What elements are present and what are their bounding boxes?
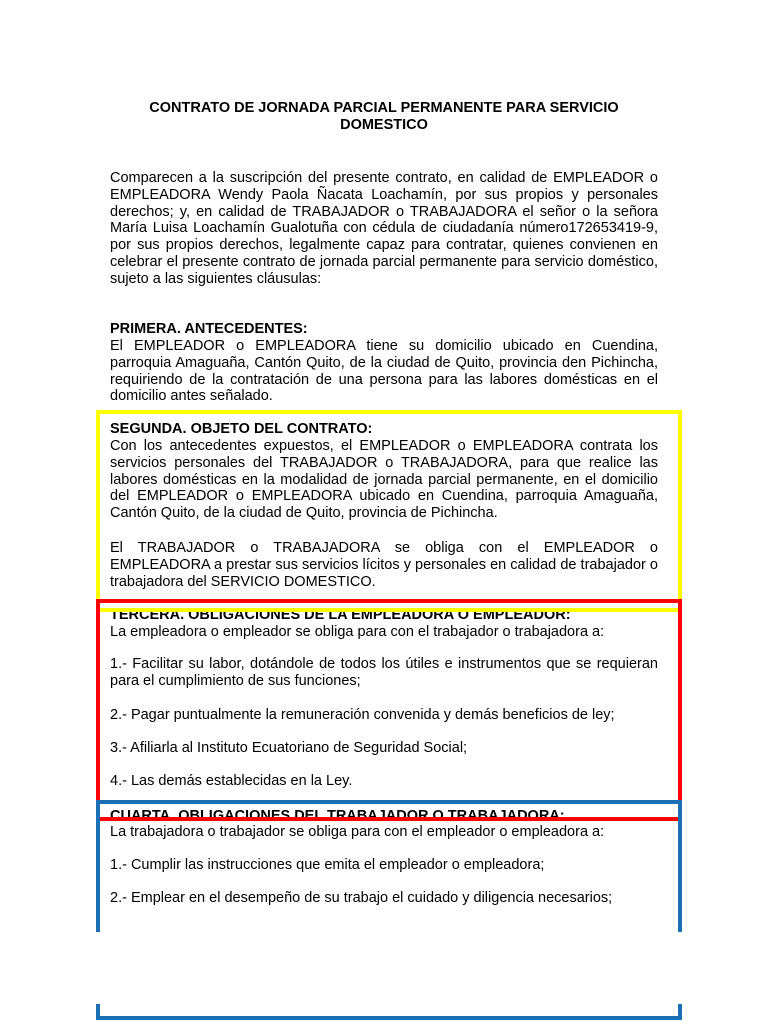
clause-segunda-heading: SEGUNDA. OBJETO DEL CONTRATO: <box>110 421 373 437</box>
contract-title: CONTRATO DE JORNADA PARCIAL PERMANENTE PARA SERVICIO DOMESTICO <box>149 100 619 133</box>
clause-tercera-item: 3.- Afiliarla al Instituto Ecuatoriano de Seguridad Social; <box>110 740 468 756</box>
intro-paragraph: Comparecen a la suscripción del presente contrato, en calidad de EMPLEADOR o EMPLEADORA Wendy Paola Ñacata Loachamín, por sus propios y personales derechos; y, en calidad de TRABAJADOR o TRABAJADORA el señor o la señora María Luisa Loachamín Gualotuña con cédula de ciudadanía número172653419-9, por sus propios derechos, legalmente capaz para contratar, quienes convienen en celebrar el presente contrato de jornada parcial permanente para servicio doméstico, sujeto a las siguientes cláusulas: <box>110 170 658 287</box>
clause-cuarta-heading: CUARTA. OBLIGACIONES DEL TRABAJADOR O TRABAJADORA: <box>110 808 565 824</box>
clause-tercera-heading: TERCERA. OBLIGACIONES DE LA EMPLEADORA O EMPLEADOR: <box>110 607 571 623</box>
clause-segunda-body-2: El TRABAJADOR o TRABAJADORA se obliga con el EMPLEADOR o EMPLEADORA a prestar sus servicios lícitos y personales en calidad de trabajador o trabajadora del SERVICIO DOMESTICO. <box>110 540 658 590</box>
cuarta-highlight-box-bottom <box>96 1004 682 1020</box>
clause-cuarta-item: 1.- Cumplir las instrucciones que emita el empleador o empleadora; <box>110 857 545 873</box>
clause-segunda-body-1: Con los antecedentes expuestos, el EMPLEADOR o EMPLEADORA contrata los servicios personales del TRABAJADOR o TRABAJADORA, para que realice las labores domésticas en la modalidad de jornada parcial permanente, en el domicilio del EMPLEADOR o EMPLEADORA ubicado en Cuendina, parroquia Amaguaña, Cantón Quito, de la ciudad de Quito, provincia de Pichincha. <box>110 438 658 522</box>
clause-primera-heading: PRIMERA. ANTECEDENTES: <box>110 321 308 337</box>
clause-tercera-item: 1.- Facilitar su labor, dotándole de todos los útiles e instrumentos que se requieran para el cumplimiento de sus funciones; <box>110 656 658 689</box>
clause-tercera-item: 4.- Las demás establecidas en la Ley. <box>110 773 353 789</box>
clause-cuarta-item: 2.- Emplear en el desempeño de su trabajo el cuidado y diligencia necesarios; <box>110 890 613 906</box>
segunda-highlight-box <box>96 410 682 612</box>
clause-tercera-item: 2.- Pagar puntualmente la remuneración convenida y demás beneficios de ley; <box>110 707 615 723</box>
clause-primera-body: El EMPLEADOR o EMPLEADORA tiene su domicilio ubicado en Cuendina, parroquia Amaguaña, Cantón Quito, de la ciudad de Quito, provincia den Pichincha, requiriendo de la contratación de una persona para las labores domésticas en el domicilio antes señalado. <box>110 338 658 405</box>
clause-tercera-intro: La empleadora o empleador se obliga para con el trabajador o trabajadora a: <box>110 624 605 640</box>
tercera-highlight-box <box>96 599 682 821</box>
clause-cuarta-intro: La trabajadora o trabajador se obliga para con el empleador o empleadora a: <box>110 824 605 840</box>
cuarta-highlight-box-top <box>96 800 682 932</box>
